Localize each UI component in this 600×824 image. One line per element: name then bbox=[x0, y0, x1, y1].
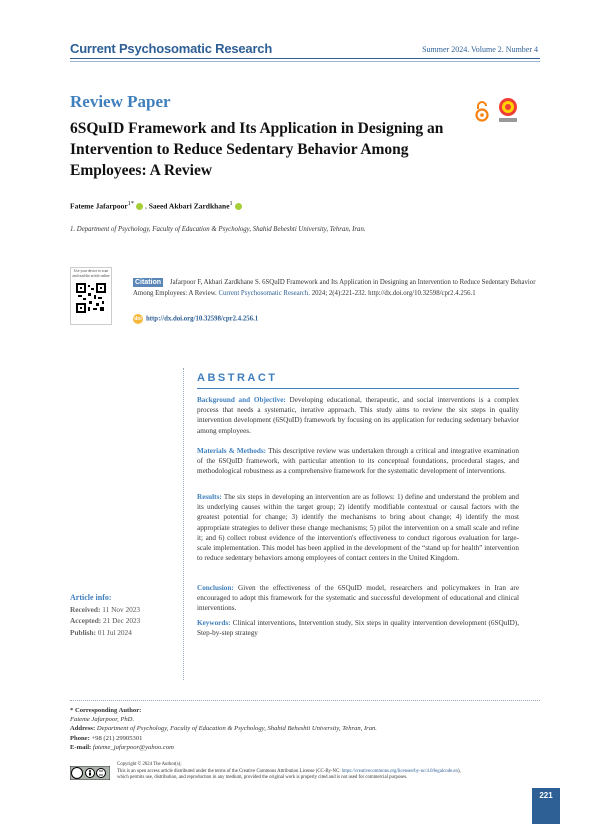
abstract-heading: ABSTRACT bbox=[197, 372, 278, 384]
article-info bbox=[70, 592, 170, 638]
journal-name: Current Psychosomatic Research bbox=[70, 41, 273, 56]
open-access-icon[interactable] bbox=[475, 100, 489, 122]
license-link[interactable]: https://creativecommons.org/licenses/by-nc/4.0/legalcode.en bbox=[341, 768, 458, 774]
abstract-divider bbox=[183, 368, 184, 680]
page-number: 221 bbox=[539, 791, 553, 800]
publish-row: Publish: 01 Jul 2024 bbox=[70, 627, 132, 637]
citation-tag: Citation bbox=[135, 279, 162, 286]
paper-title: 6SQuID Framework and Its Application in Designing an Intervention to Reduce Sedentary Behavior Among Employees: A Review bbox=[70, 120, 444, 179]
doi-link[interactable]: http://dx.doi.org/10.32598/cpr2.4.256.1 bbox=[146, 315, 259, 323]
citation-journal[interactable]: Current Psychosomatic Research. bbox=[218, 289, 311, 297]
orcid-icon[interactable] bbox=[136, 203, 143, 210]
issue-info: Summer 2024. Volume 2. Number 4 bbox=[422, 45, 538, 54]
footer-divider bbox=[70, 700, 540, 701]
citation-text: Jafarpoor F, Akbari Zardkhane S. 6SQuID Framework and Its Application in Designing an Intervention to Reduce Sedentary Behavior Among Employees: A Review. Current Psychosomatic Research. 2024; 2(4):221-232. http://dx.doi.org/10.32598/cpr2.4.256.1 bbox=[133, 279, 536, 297]
crossmark-icon[interactable] bbox=[497, 97, 519, 125]
doi-link-row[interactable] bbox=[133, 314, 258, 324]
accepted-row: Accepted: 21 Dec 2023 bbox=[70, 616, 141, 625]
email-link[interactable]: fateme_jafarpoor@yahoo.com bbox=[92, 743, 174, 751]
paper-type: Review Paper bbox=[70, 92, 171, 111]
qr-caption: Use your device to scan and read the article online bbox=[72, 269, 110, 278]
abstract-rule bbox=[197, 388, 519, 389]
author-separator: , bbox=[144, 201, 149, 211]
abstract-keywords: Keywords: Clinical interventions, Intervention study, Six steps in quality intervention development (6SQuID), Step-by-step strategy bbox=[197, 619, 520, 638]
author-2[interactable]: Saeed Akbari Zardkhane bbox=[148, 201, 230, 211]
abstract-background: Background and Objective: Developing educational, therapeutic, and social interventions is a complex process that needs a systematic, iterative approach. This study aims to review the six steps in quality intervention development (6SQuID) framework by focusing on its application for reducing sedentary behavior among employees. bbox=[197, 396, 519, 435]
author-1[interactable]: Fateme Jafarpoor bbox=[70, 201, 128, 211]
author-1-affil: 1* bbox=[127, 200, 134, 207]
affiliation: 1. Department of Psychology, Faculty of Education & Psychology, Shahid Beheshti University, Tehran, Iran. bbox=[70, 226, 366, 233]
authors bbox=[70, 200, 244, 211]
abstract-conclusion: Conclusion: Given the effectiveness of the 6SQuID model, researchers and policymakers in Iran are encouraged to adopt this framework for the systematic and successful development of educational and clinical interventions. bbox=[197, 584, 520, 613]
license-text: Copyright © 2024 The Author(s); This is an open access article distributed under the terms of the Creative Commons Attribution License (CC-By-NC: https://creativecommons.org/licenses/by-nc/4.0/legalcode.en), which permits use, distribution, and reproduction in any medium, provided the original work is properly cited and is not used for commercial purposes. bbox=[117, 762, 461, 780]
header-rule bbox=[70, 58, 540, 59]
orcid-icon[interactable] bbox=[235, 203, 242, 210]
article-info-heading: Article info: bbox=[70, 593, 112, 602]
cc-license-icon[interactable] bbox=[70, 766, 110, 780]
corresponding-author: * Corresponding Author: Fateme Jafarpoor, PhD. Address: Department of Psychology, Faculty of Education & Psychology, Shahid Beheshti University, Tehran, Iran. Phone: +98 (21) 29905301 E-mail: fateme_jafarpoor@yahoo.com bbox=[70, 707, 377, 751]
abstract-results: Results: The six steps in developing an intervention are as follows: 1) define and understand the problem and its underlying causes within the target group; 2) identify modifiable contextual or causal factors with the greatest potential for change; 3) identify the mechanisms to bring about change; 4) identify the most appropriate strategies to deliver these change mechanisms; 5) pilot the intervention on a small scale and refine it; and 6) collect robust evidence of the intervention's effectiveness to conduct rigorous evaluation for large-scale implementation. This model has been applied in the development of the “stand up for health” intervention to reduce sedentary behaviors among employees of contact centers in the United Kingdom. bbox=[197, 493, 519, 563]
received-row: Received: 11 Nov 2023 bbox=[70, 604, 141, 614]
qr-code-icon[interactable] bbox=[76, 283, 106, 313]
author-2-affil: 1 bbox=[229, 200, 233, 207]
header-rule-thin bbox=[70, 61, 540, 62]
abstract-methods: Materials & Methods: This descriptive review was undertaken through a critical and integrative examination of the 6SQuID framework, with particular attention to its conceptual foundations, procedural stages, and methodological robustness as a comprehensive framework for the systematic development of interventions. bbox=[197, 447, 519, 476]
doi-icon: doi bbox=[134, 316, 142, 322]
